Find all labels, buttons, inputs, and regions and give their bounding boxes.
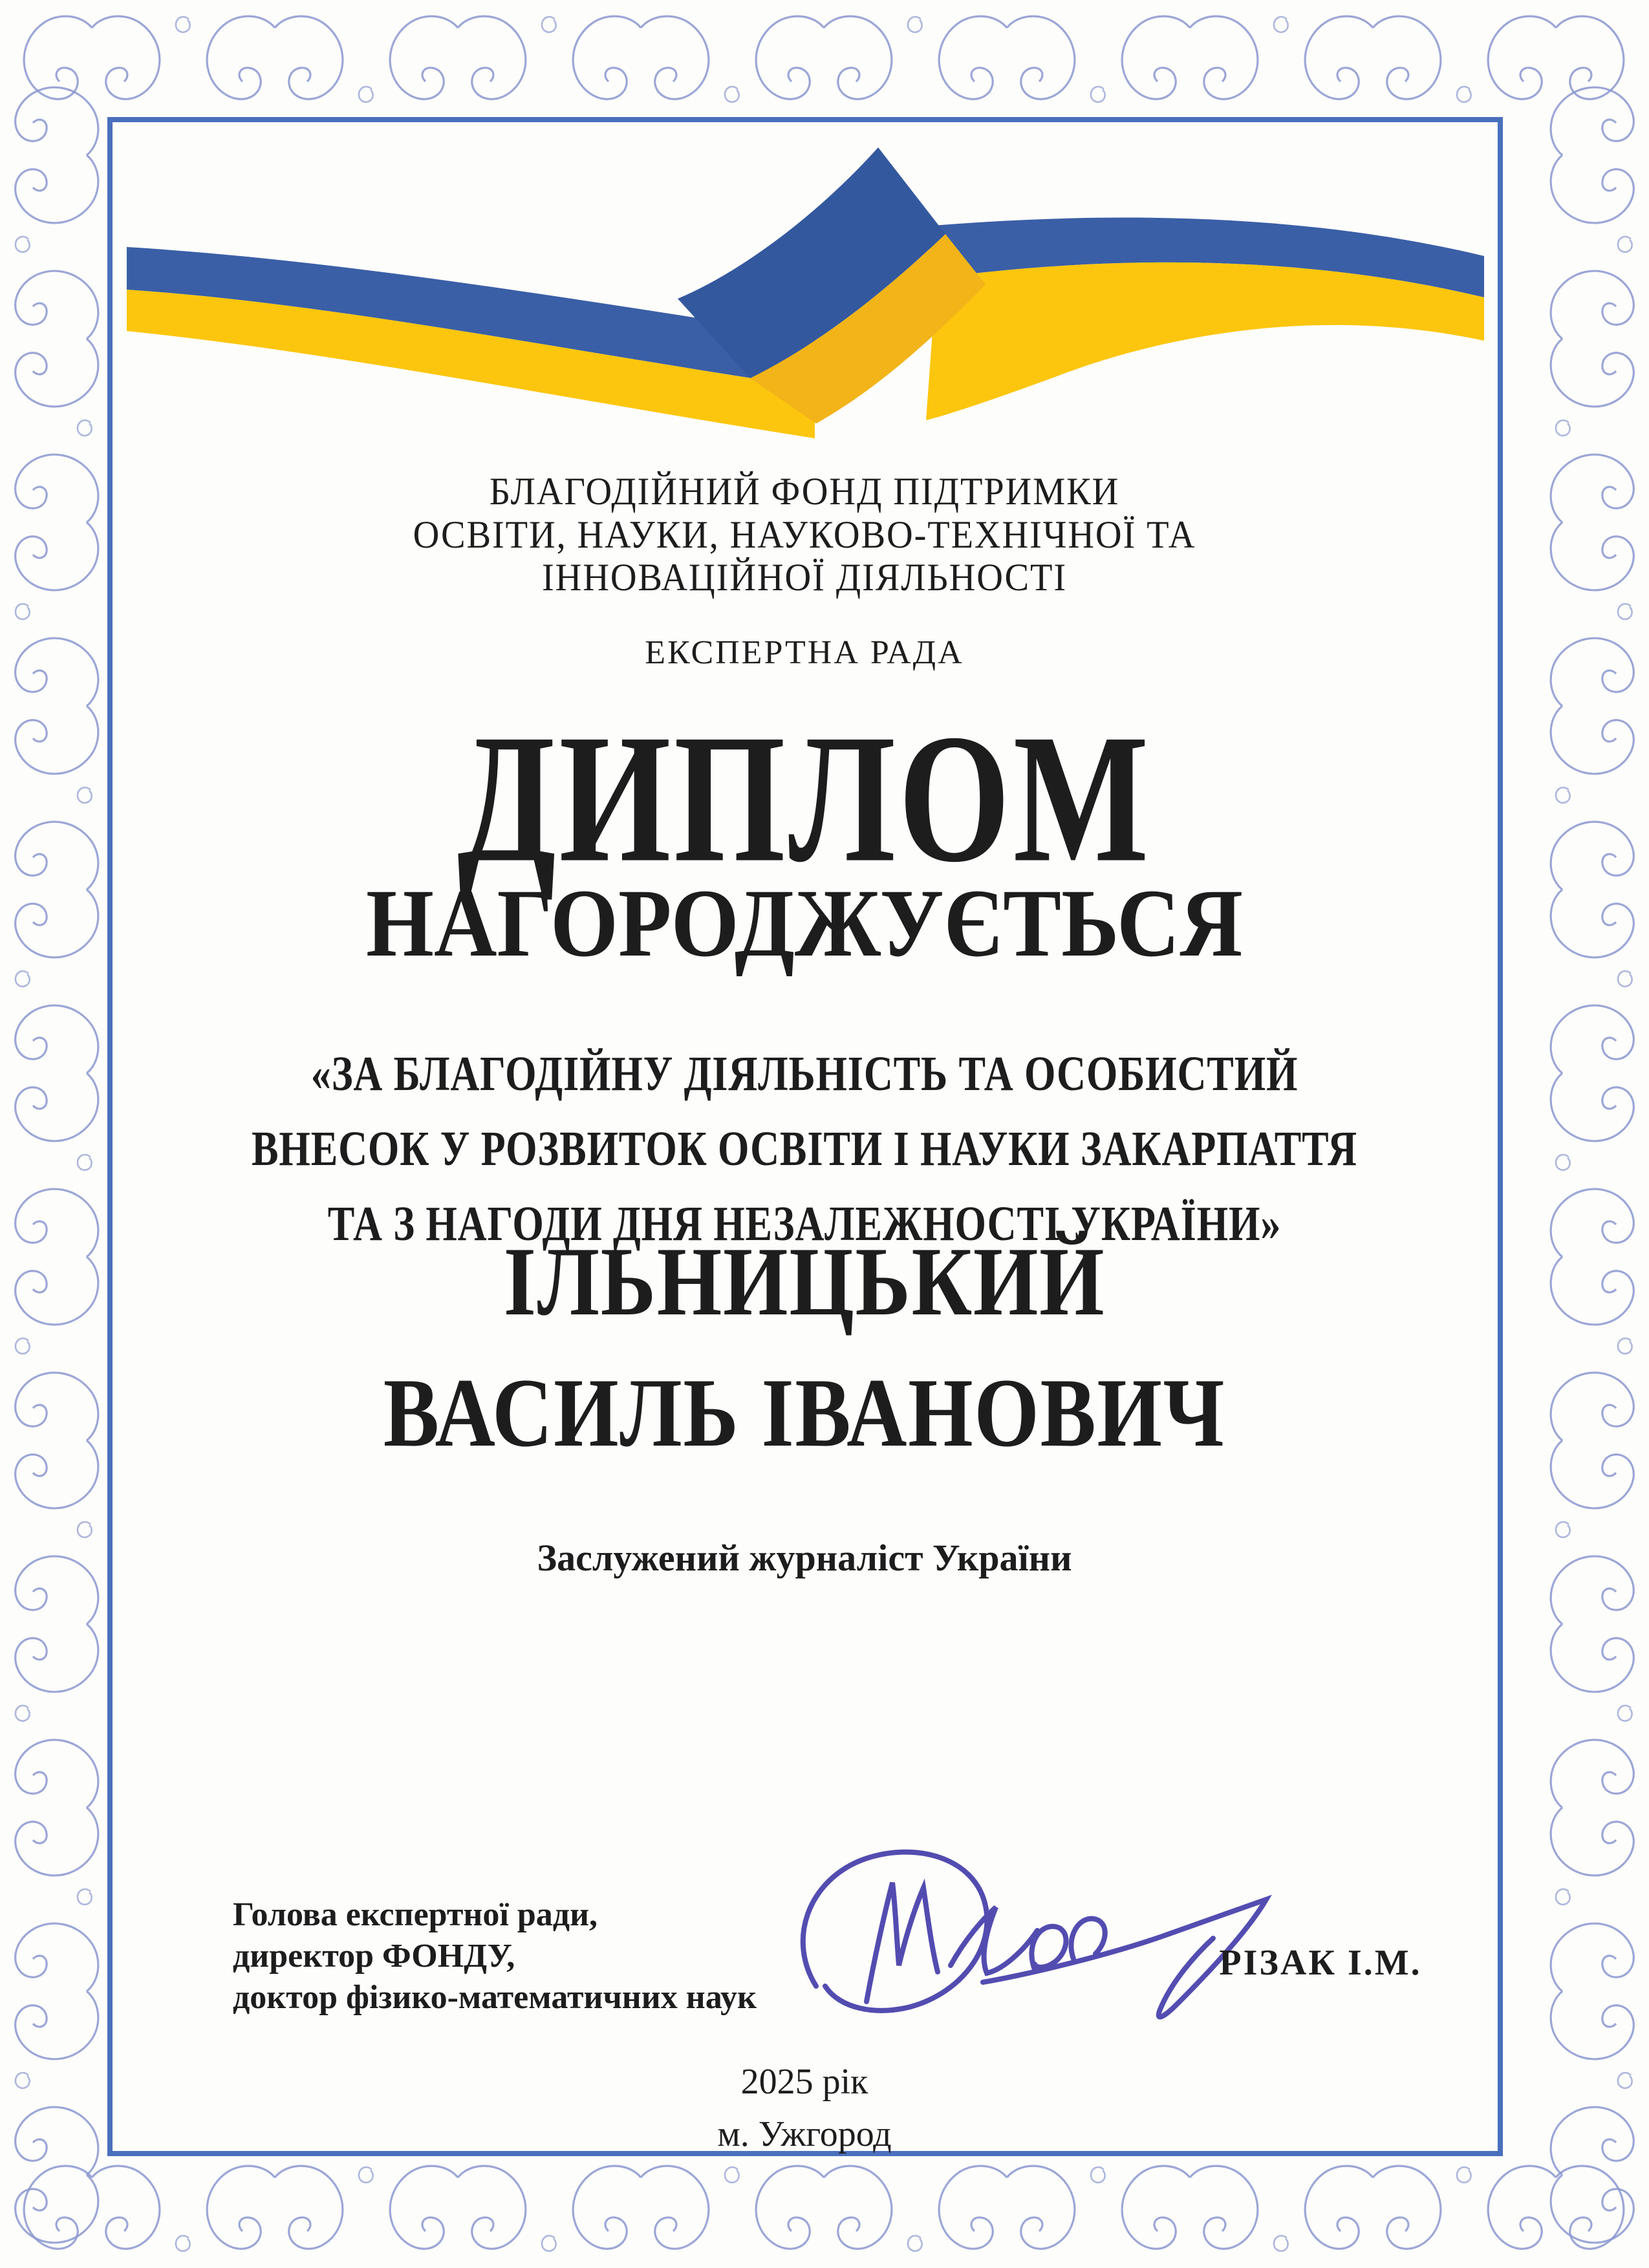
recipient-given-names: ВАСИЛЬ ІВАНОВИЧ <box>383 1358 1226 1467</box>
award-action-label: НАГОРОДЖУЄТЬСЯ <box>365 870 1244 977</box>
footer-city: м. Ужгород <box>717 2114 892 2154</box>
council-label: ЕКСПЕРТНА РАДА <box>645 634 964 671</box>
signer-role-line3: доктор фізико-математичних наук <box>233 1979 757 2016</box>
org-name-line2: ОСВІТИ, НАУКИ, НАУКОВО-ТЕХНІЧНОЇ ТА <box>413 513 1196 556</box>
footer-year: 2025 рік <box>740 2062 868 2102</box>
org-name-line3: ІННОВАЦІЙНОЇ ДІЯЛЬНОСТІ <box>541 556 1068 599</box>
recipient-honorific: Заслужений журналіст України <box>537 1537 1072 1579</box>
signer-name: РІЗАК І.М. <box>1219 1943 1422 1983</box>
citation-line2: ВНЕСОК У РОЗВИТОК ОСВІТИ І НАУКИ ЗАКАРПАТТЯ <box>252 1122 1357 1176</box>
signer-role-line2: директор ФОНДУ, <box>233 1938 515 1974</box>
citation-line1: «ЗА БЛАГОДІЙНУ ДІЯЛЬНІСТЬ ТА ОСОБИСТИЙ <box>310 1047 1299 1101</box>
citation-line3: ТА З НАГОДИ ДНЯ НЕЗАЛЕЖНОСТІ УКРАЇНИ» <box>327 1197 1282 1251</box>
signer-role-line1: Голова експертної ради, <box>233 1896 598 1933</box>
signer-roles <box>233 1894 757 2018</box>
ukraine-flag-ribbon-icon <box>127 147 1484 438</box>
diploma-title: ДИПЛОМ <box>457 696 1152 901</box>
recipient-surname: ІЛЬНИЦЬКИЙ <box>503 1227 1106 1336</box>
org-name-line1: БЛАГОДІЙНИЙ ФОНД ПІДТРИМКИ <box>489 470 1120 513</box>
signature-ink <box>803 1852 1266 2017</box>
